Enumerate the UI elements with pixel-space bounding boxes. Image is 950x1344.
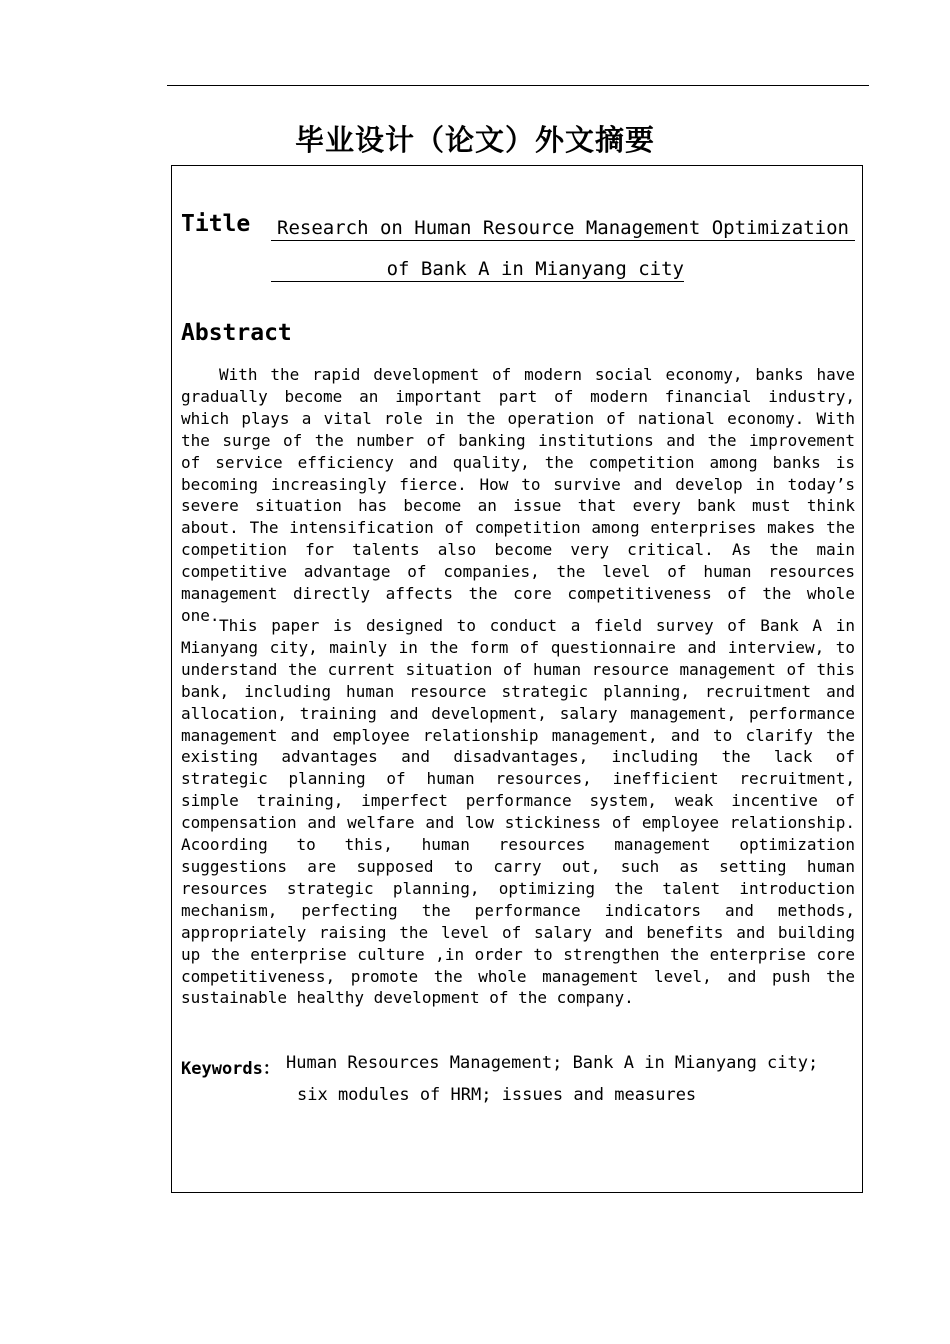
abstract-paragraph-2: This paper is designed to conduct a field survey of Bank A in Mianyang city, mainly in the form of questionnaire and interview, to understand the current situation of human resource management of this bank, including human resource strategic planning, recruitment and allocation, training and development, salary management, performance management and employee relationship management, and to clarify the existing advantages and disadvantages, including the lack of strategic planning of human resources, inefficient recruitment, simple training, imperfect performance system, weak incentive of compensation and welfare and low stickiness of employee relationship. Acoording to this, human resources management optimization suggestions are supposed to carry out, such as setting human resources strategic planning, optimizing the talent introduction mechanism, perfecting the performance indicators and methods, appropriately raising the level of salary and benefits and building up the enterprise culture ,in order to strengthen the enterprise core competitiveness, promote the whole management level, and push the sustainable healthy development of the company. [181, 616, 855, 1008]
header-rule [167, 85, 869, 86]
abstract-paragraph-1: With the rapid development of modern social economy, banks have gradually become an important part of modern financial industry, which plays a vital role in the operation of national economy. With the surge of the number of banking institutions and the improvement of service efficiency and quality, the competition among banks is becoming increasingly fierce. How to survive and develop in today’s severe situation has become an issue that every bank must think about. The intensification of competition among enterprises makes the competition for talents also become very critical. As the main competitive advantage of companies, the level of human resources management directly affects the core competitiveness of the whole one. [181, 365, 855, 625]
title-text-line-2: of Bank A in Mianyang city [271, 257, 684, 282]
title-text-line-1: Research on Human Resource Management Optimization [271, 216, 855, 241]
keywords-line-1: Human Resources Management; Bank A in Mianyang city; [286, 1053, 819, 1073]
abstract-label: Abstract [181, 320, 292, 346]
page-heading: 毕业设计（论文）外文摘要 [294, 123, 655, 157]
keywords-line-2: six modules of HRM; issues and measures [297, 1085, 697, 1105]
keywords-label: Keywords： [181, 1059, 280, 1079]
title-label: Title [181, 211, 251, 237]
